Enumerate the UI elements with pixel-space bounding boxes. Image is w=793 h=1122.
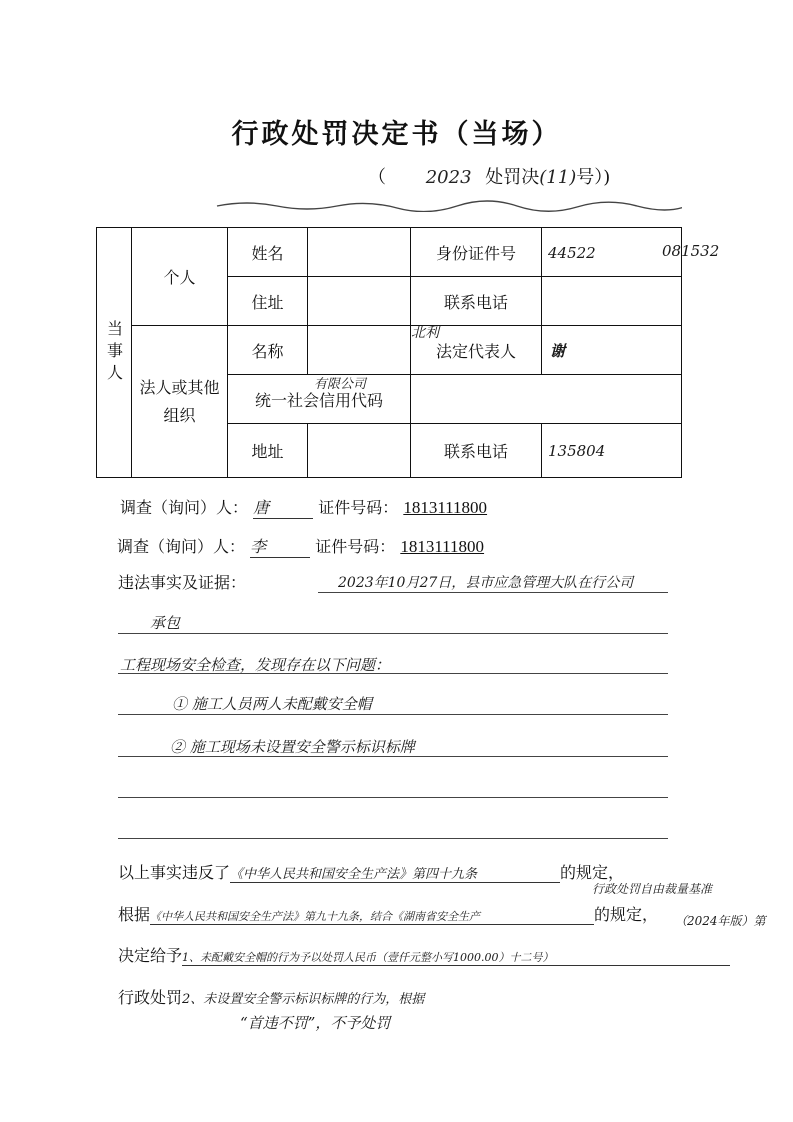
doc-number-year: 2023	[425, 167, 472, 188]
decision-item-3[interactable]: “首违不罚”，不予处罚	[240, 1014, 391, 1032]
org-name-handwriting: 北利	[411, 325, 439, 341]
id-label: 身份证件号	[411, 228, 542, 277]
penalty-row	[118, 985, 424, 1008]
org-phone-value[interactable]	[542, 424, 682, 478]
org-name-label: 名称	[228, 326, 308, 375]
legal-rep-label-text: 法定代表人	[435, 341, 516, 361]
investigator-2-label: 调查（询问）人：	[117, 537, 246, 556]
facts-underline-3	[118, 673, 668, 674]
facts-line-3[interactable]: 工程现场安全检查，发现存在以下问题：	[120, 656, 391, 674]
investigator-2-row	[117, 534, 484, 558]
facts-label: 违法事实及证据：	[118, 573, 247, 592]
document-number	[368, 163, 610, 189]
org-name-value[interactable]	[308, 326, 411, 375]
investigator-1-row	[120, 495, 487, 519]
investigator-2-cert-number[interactable]: 1813111800	[400, 537, 485, 556]
org-address-label: 地址	[228, 424, 308, 478]
org-label: 法人或其他组织	[132, 326, 228, 478]
doc-number-open: （	[368, 167, 386, 188]
top-scribble	[212, 198, 682, 212]
legal-rep-value[interactable]	[542, 326, 682, 375]
decision-prefix: 决定给予	[118, 946, 183, 965]
org-phone-label: 联系电话	[411, 424, 542, 478]
basis-suffix: 的规定，	[594, 905, 659, 924]
decision-row	[118, 943, 730, 966]
facts-underline-4	[118, 714, 668, 715]
id-value-start: 44522	[548, 243, 596, 262]
individual-label: 个人	[132, 228, 228, 326]
facts-underline-1	[318, 592, 668, 593]
basis-law[interactable]: 《中华人民共和国安全生产法》第九十九条，结合《湖南省安全生产	[150, 908, 594, 925]
investigator-1-name[interactable]: 唐	[253, 495, 313, 519]
penalty-label: 行政处罚	[118, 988, 183, 1007]
facts-line-4[interactable]: ① 施工人员两人未配戴安全帽	[172, 695, 372, 713]
basis-note-2: （2024年版）第	[675, 914, 766, 928]
violation-prefix: 以上事实违反了	[118, 863, 231, 882]
facts-underline-7	[118, 838, 668, 839]
decision-item-2[interactable]: 2、未设置安全警示标识标牌的行为，根据	[182, 992, 425, 1007]
phone-label: 联系电话	[411, 277, 542, 326]
document-title: 行政处罚决定书（当场）	[231, 119, 562, 150]
phone-value[interactable]	[542, 277, 682, 326]
violation-law[interactable]: 《中华人民共和国安全生产法》第四十九条	[230, 863, 560, 883]
address-label: 住址	[228, 277, 308, 326]
doc-number-suffix: 号）)	[576, 167, 611, 188]
facts-line-5[interactable]: ② 施工现场未设置安全警示标识标牌	[170, 738, 415, 756]
credit-code-label-text: 统一社会信用代码	[254, 390, 383, 410]
legal-rep-handwriting: 谢	[550, 341, 566, 360]
legal-rep-label	[411, 326, 542, 375]
decision-item-1[interactable]: 1、未配戴安全帽的行为予以处罚人民币（壹仟元整小写1000.00）十二号）	[182, 949, 730, 966]
party-label: 当事人	[97, 228, 132, 478]
name-value[interactable]	[308, 228, 411, 277]
facts-line-2[interactable]: 承包	[150, 614, 181, 632]
id-value[interactable]	[542, 228, 720, 277]
investigator-1-cert-number[interactable]: 1813111800	[403, 498, 488, 517]
doc-number-value: (11)	[539, 167, 577, 188]
violation-row	[118, 860, 624, 883]
address-value[interactable]	[308, 277, 411, 326]
credit-code-label	[228, 375, 411, 424]
violation-suffix: 的规定，	[560, 863, 625, 882]
investigator-1-cert-label: 证件号码：	[318, 498, 399, 517]
org-address-value[interactable]	[308, 424, 411, 478]
investigator-2-cert-label: 证件号码：	[315, 537, 396, 556]
credit-code-value[interactable]	[411, 375, 682, 424]
doc-number-label: 处罚决	[485, 167, 540, 188]
basis-prefix: 根据	[118, 905, 151, 924]
facts-underline-6	[118, 797, 668, 798]
basis-note: 行政处罚自由裁量基准	[592, 882, 713, 896]
investigator-2-name[interactable]: 李	[250, 534, 310, 558]
facts-underline-5	[118, 756, 668, 757]
investigator-1-label: 调查（询问）人：	[120, 498, 249, 517]
id-value-end: 081532	[662, 242, 720, 260]
org-phone-handwriting: 135804	[548, 442, 606, 460]
facts-underline-2	[118, 633, 668, 634]
credit-code-handwriting: 有限公司	[314, 377, 367, 392]
name-label: 姓名	[228, 228, 308, 277]
facts-line-1[interactable]: 2023年10月27日，县市应急管理大队在行公司	[338, 575, 634, 591]
basis-row	[118, 902, 658, 925]
party-table	[96, 227, 720, 478]
